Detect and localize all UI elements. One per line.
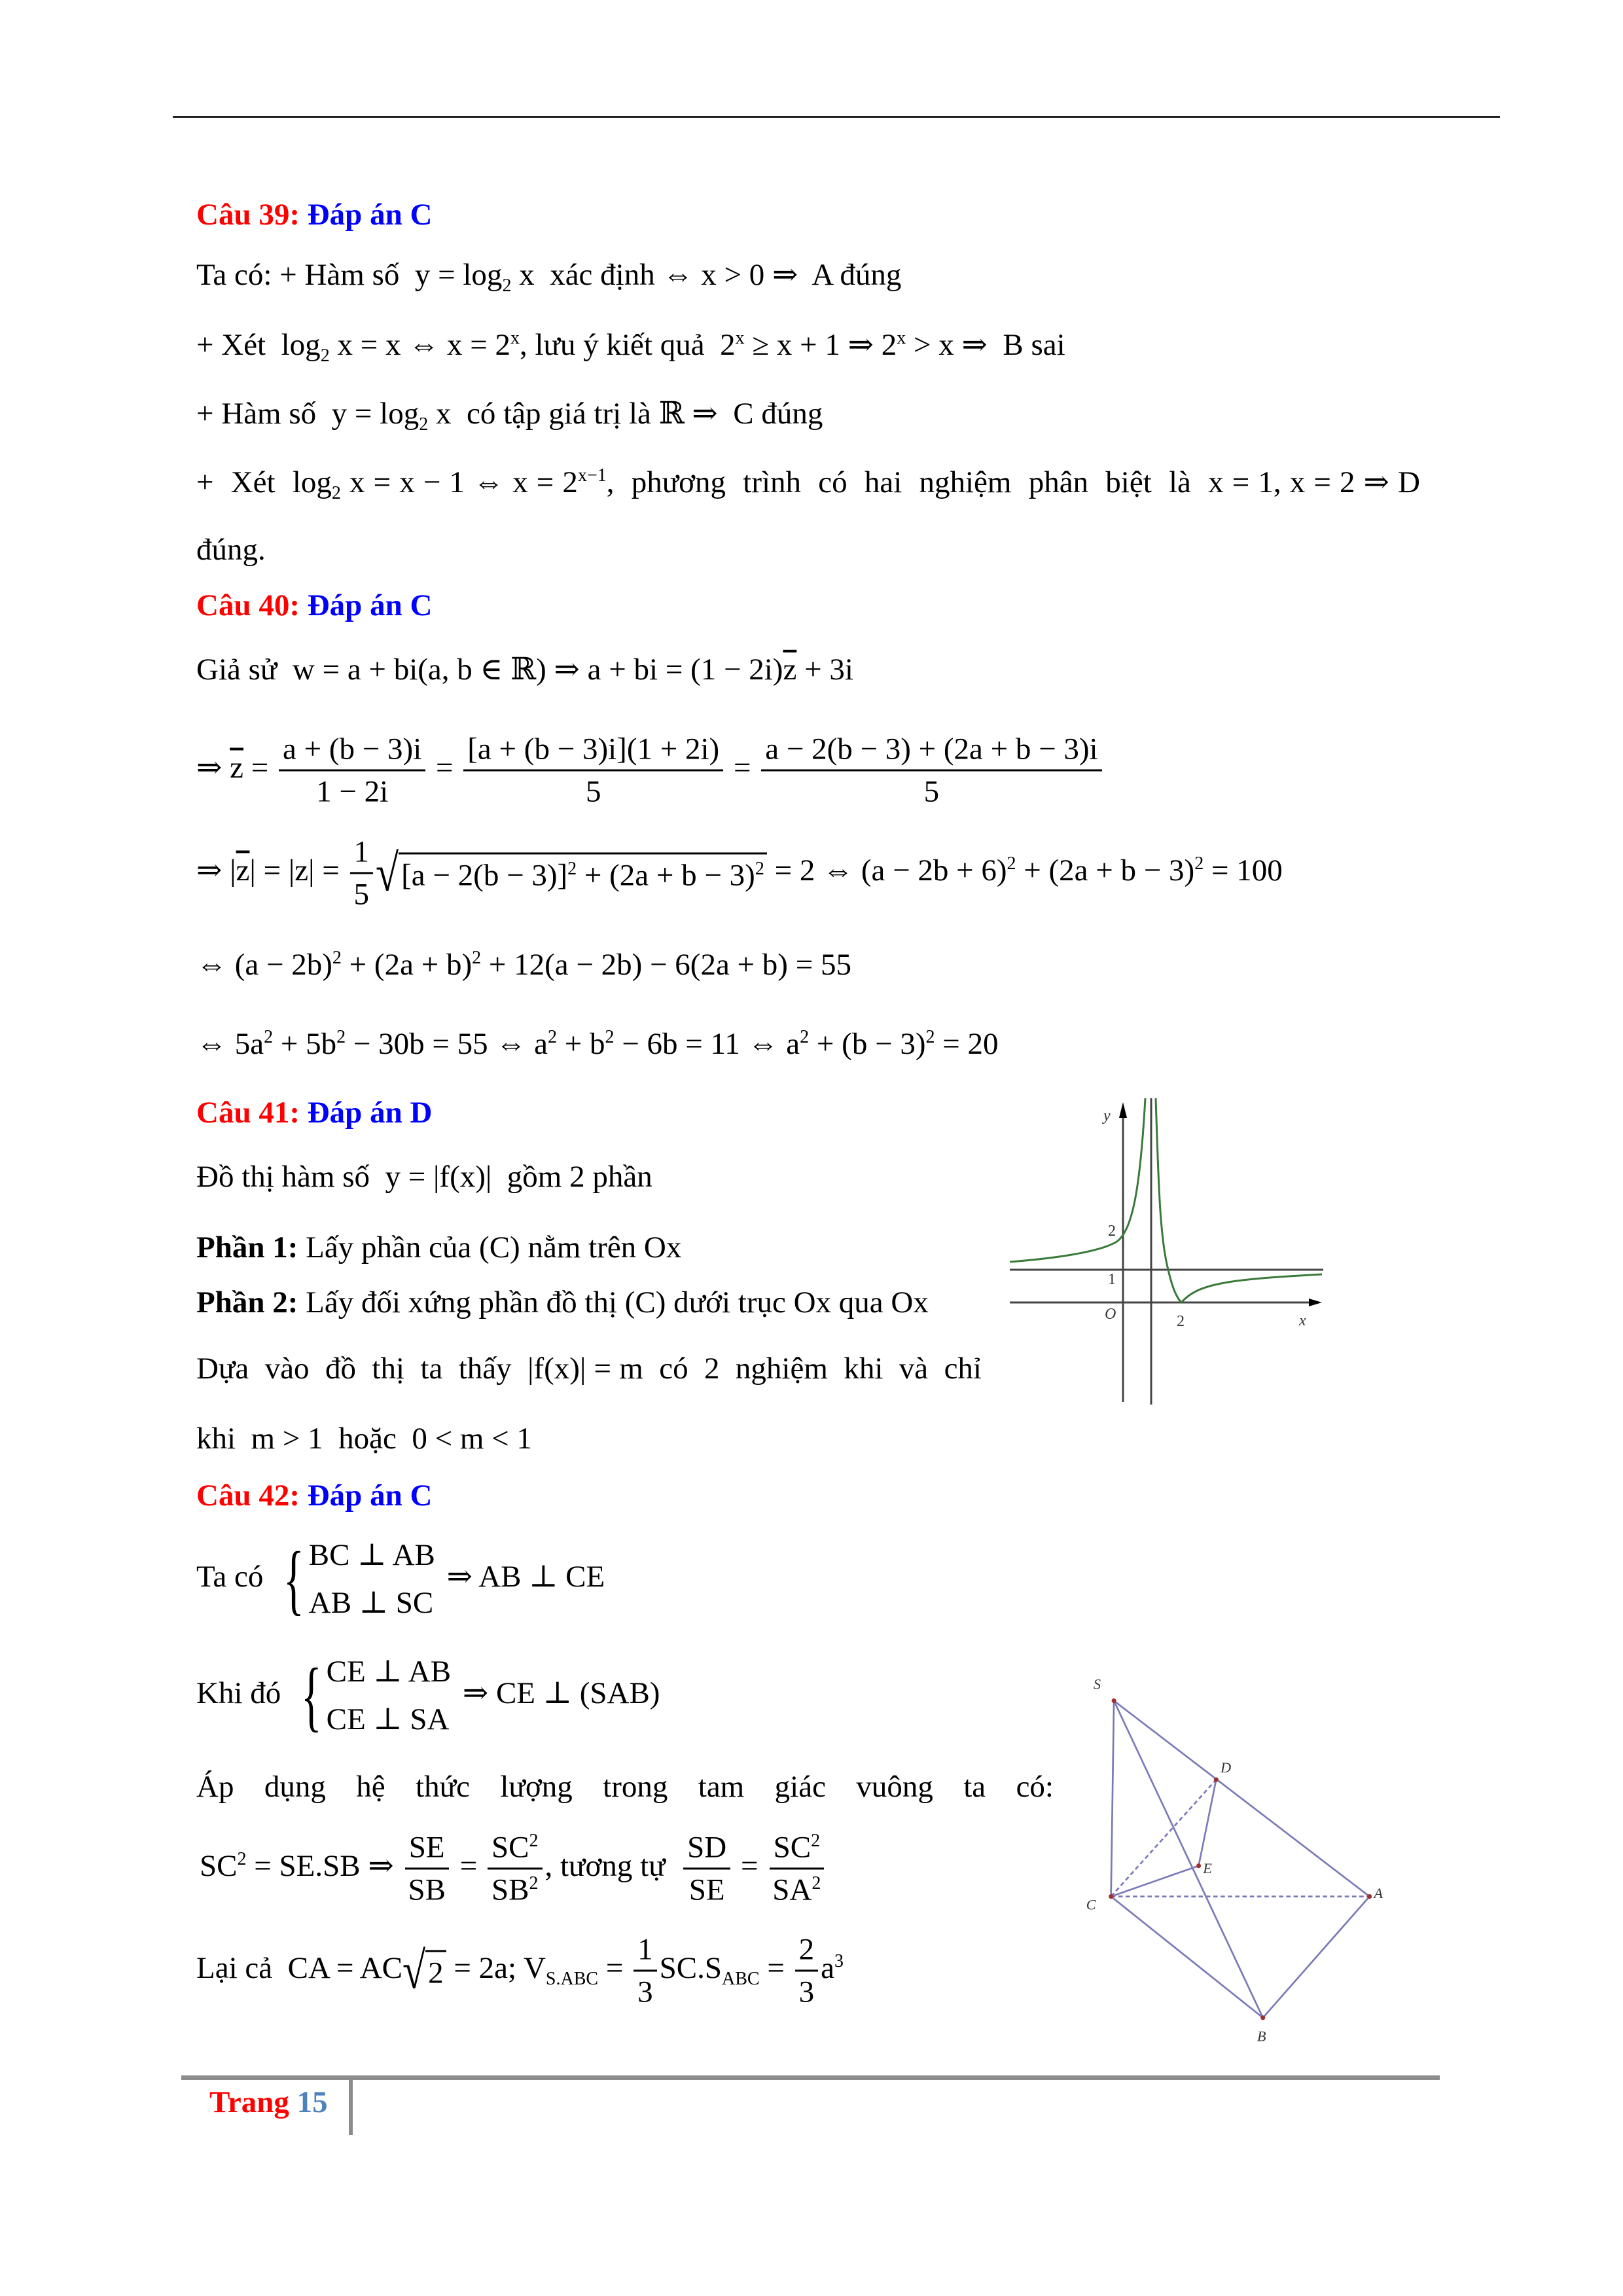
math-text: SC [773,1830,812,1865]
math-text: = [598,1950,632,1985]
q42-line [196,1768,1054,1805]
math-text: = [428,750,461,785]
system-rows [327,1648,451,1744]
math-text: 1 − 2i [316,774,389,809]
system-row: CE ⊥ AB [326,1655,452,1689]
q41-heading [196,1094,432,1131]
edge-sc [1111,1701,1114,1897]
function-graph [1001,1080,1446,1473]
math-text: SC [491,1830,529,1865]
math-text: 5 [923,774,940,809]
fraction [488,1829,543,1907]
question-label: Câu 39: [196,197,300,232]
fraction [404,1829,450,1907]
vertex-label-s: S [1093,1676,1101,1693]
math-text: ⇒ AB ⊥ CE [438,1559,605,1594]
q40-line [196,1026,999,1062]
edge-sa [1114,1701,1370,1897]
math-text: + 3i [796,652,853,687]
fraction [795,1931,819,2009]
math-text: + (b − 3) [809,1026,926,1061]
superscript: 2 [925,1027,935,1048]
conjugate-symbol: $\overline{z}$ [236,853,250,888]
numerator [350,834,374,874]
math-text: = [243,750,277,785]
equation-system [293,1648,451,1744]
subscript: 2 [320,346,330,367]
system-row: BC ⊥ AB [308,1538,435,1573]
math-text: Đồ thị hàm số y = |f(x)| gồm 2 phần [196,1159,652,1194]
math-text: + (2a + b) [341,947,473,982]
math-text: SD [687,1830,727,1865]
x-axis-arrow-icon [1309,1299,1322,1306]
bold-label: Phần 2: [196,1285,298,1319]
numerator [405,1829,449,1869]
segment-ce [1111,1866,1199,1897]
math-text: 3 [637,1975,653,2009]
math-text: = 20 [935,1026,999,1061]
edge-ba [1263,1897,1370,2018]
left-brace-icon: { [283,1535,304,1623]
left-brace-icon: { [300,1652,322,1739]
math-text: + 5b [273,1026,337,1061]
math-text: 5 [353,877,370,912]
math-text: x = x − 1 ⇔ x = 2 [340,465,578,499]
numerator [795,1931,819,1971]
math-text: khi m > 1 hoặc 0 < m < 1 [196,1421,532,1456]
footer-divider [349,2077,353,2135]
question-label: Câu 42: [196,1478,300,1513]
math-text: ⇔ (a − 2b) [196,947,332,982]
y-axis-arrow-icon [1119,1102,1127,1118]
superscript: 2 [336,1027,346,1048]
fraction [683,1829,730,1907]
math-text: | = |z| = [249,853,348,888]
vertex-label-c: C [1086,1896,1096,1913]
fraction [761,731,1101,809]
numerator [683,1829,730,1869]
q41-line [196,1350,982,1387]
numerator [770,1829,825,1869]
edge-cb [1111,1897,1263,2018]
superscript: x [510,328,520,349]
denominator [920,772,944,810]
fraction [350,834,374,912]
math-text: 5 [585,774,601,809]
superscript: 2 [332,948,342,969]
math-text: > x ⇒ B sai [906,327,1065,362]
superscript: 2 [812,1873,821,1893]
fraction [463,731,723,809]
q39-line [196,464,1420,504]
math-text: + (2a + b − 3) [577,858,755,892]
vertex-label-a: A [1374,1884,1383,1901]
q40-line [196,834,1283,912]
q40-line [196,651,853,688]
q39-heading [196,196,432,233]
edge-sb [1114,1701,1263,2018]
math-text: a [821,1950,834,1985]
q39-line [196,257,902,296]
denominator [488,1870,543,1908]
question-label: Câu 41: [196,1095,300,1130]
curve-left-branch [1010,1098,1145,1262]
denominator [404,1870,450,1908]
math-text: Lại cả CA = AC [196,1950,403,1985]
math-text: + b [557,1026,605,1061]
denominator [795,1972,819,2010]
superscript: 2 [605,1027,615,1048]
math-text: , tương tự [544,1848,681,1883]
math-text: Lấy phần của (C) nằm trên Ox [298,1230,682,1265]
math-text: 2 [798,1932,815,1967]
superscript: 2 [1194,853,1204,874]
origin-label: O [1105,1306,1116,1323]
math-text: + Xét log [196,465,332,499]
math-text: SC.S [659,1950,722,1985]
subscript: ABC [721,1969,760,1990]
math-text: Ta có: + Hàm số y = log [196,257,503,292]
answer-label: Đáp án C [307,197,433,232]
equation-system [275,1532,435,1627]
denominator [685,1870,729,1908]
answer-label: Đáp án C [307,1478,433,1513]
page-number: 15 [296,2085,328,2119]
math-text: x có tập giá trị là ℝ ⇒ C đúng [428,396,823,431]
system-row: CE ⊥ SA [326,1702,450,1736]
footer-rule [181,2075,1440,2080]
math-text: SE [408,1830,445,1865]
q42-line [196,1532,605,1627]
pyramid-figure [1082,1667,1403,2062]
system-rows [309,1532,435,1627]
numerator [463,731,723,771]
denominator [768,1870,825,1908]
math-text: + 12(a − 2b) − 6(2a + b) = 55 [481,947,851,982]
question-label: Câu 40: [196,588,300,622]
math-text: Giả sử w = a + bi(a, b ∈ ℝ) ⇒ a + bi = (1 − 2i) [196,652,783,687]
superscript: 2 [237,1849,247,1870]
math-text: − 30b = 55 ⇔ a [346,1026,548,1061]
math-text: SB [491,1873,529,1907]
superscript: 2 [755,858,764,879]
q41-line [196,1420,532,1457]
math-text: + Hàm số y = log [196,396,419,431]
math-text: đúng. [196,532,266,567]
x-axis-label: x [1299,1312,1306,1329]
math-text: 3 [798,1975,815,2009]
subscript: 2 [502,276,512,296]
math-text: + Xét log [196,327,321,362]
q42-line [196,1931,844,2009]
y-axis-label: y [1103,1107,1111,1124]
superscript: 2 [800,1027,810,1048]
q42-heading [196,1477,432,1514]
system-row: AB ⊥ SC [308,1586,434,1620]
curve-right-branch [1156,1098,1181,1302]
segment-de [1199,1780,1217,1866]
superscript: 2 [529,1873,539,1893]
vertex-label-e: E [1203,1859,1212,1876]
q40-heading [196,587,432,624]
square-root [376,844,767,902]
math-text: SE [688,1873,725,1907]
math-text: a + (b − 3)i [283,732,422,766]
conjugate-symbol: $\overline{z}$ [230,750,244,785]
math-text: x xác định ⇔ x > 0 ⇒ A đúng [511,257,902,292]
q40-line [196,946,851,983]
math-text: [a − 2(b − 3)] [401,858,568,892]
math-text: ⇒ CE ⊥ (SAB) [455,1676,660,1710]
math-text: ≥ x + 1 ⇒ 2 [744,327,897,362]
tick-label-x2: 2 [1177,1313,1185,1330]
denominator [633,1972,657,2010]
math-text: [a + (b − 3)i](1 + 2i) [467,732,720,766]
q39-line [196,395,823,435]
superscript: 2 [529,1830,539,1851]
answer-label: Đáp án D [307,1095,433,1130]
math-text: 1 [353,834,370,869]
math-text: Lấy đối xứng phần đồ thị (C) dưới trục Ox qua Ox [298,1285,929,1319]
math-text: = [733,1848,766,1883]
q40-line [196,731,1105,809]
superscript: x [897,328,906,349]
math-text: Ta có [196,1559,272,1594]
denominator [350,874,374,912]
superscript: 3 [834,1951,844,1972]
tick-label-y1: 1 [1108,1271,1116,1288]
subscript: S.ABC [545,1969,599,1990]
bold-label: Phần 1: [196,1230,298,1265]
math-text: SC [200,1848,238,1883]
header-rule [173,116,1500,118]
math-text: a − 2(b − 3) + (2a + b − 3)i [765,732,1098,766]
denominator [582,772,605,810]
q39-line [196,531,266,568]
q42-line [196,1648,660,1744]
numerator [488,1829,543,1869]
math-text: ⇔ 5a [196,1026,264,1061]
fraction [279,731,425,809]
math-text: = [759,1950,793,1985]
superscript: x [735,328,745,349]
math-text: = 2 ⇔ (a − 2b + 6) [766,853,1007,888]
math-text: 2 [428,1956,444,1990]
math-text: Dựa vào đồ thị ta thấy |f(x)| = m có 2 nghiệm khi và chỉ [196,1351,982,1386]
square-root [402,1941,446,2000]
math-text: − 6b = 11 ⇔ a [614,1026,800,1061]
vertex-label-d: D [1221,1759,1232,1776]
subscript: 2 [331,483,341,504]
fraction [633,1931,657,2009]
math-text: = [726,750,759,785]
radical-sign-icon: √ [402,1941,426,2000]
math-text: Áp dụng hệ thức lượng trong tam giác vuông ta có: [196,1769,1054,1804]
superscript: x−1 [577,465,607,486]
numerator [761,731,1101,771]
q41-line [196,1229,681,1266]
fraction [768,1829,825,1907]
math-text: ⇒ [196,750,230,785]
page-label: Trang [209,2085,289,2119]
q41-line [196,1158,652,1195]
math-text: = [452,1848,485,1883]
math-text: ⇒ | [196,853,236,888]
superscript: 2 [567,858,577,879]
math-text: SA [772,1873,812,1907]
math-text: SB [408,1873,446,1907]
page-footer [209,2085,328,2120]
superscript: 2 [811,1830,821,1851]
denominator [312,772,392,810]
subscript: 2 [419,414,429,435]
math-text: = SE.SB ⇒ [246,1848,402,1883]
math-text: , lưu ý kiết quả 2 [519,327,736,362]
q41-line [196,1284,929,1321]
answer-label: Đáp án C [307,588,433,622]
numerator [633,1931,657,1971]
radicand [425,1950,446,1992]
numerator [279,731,425,771]
math-text: 1 [637,1932,653,1967]
q42-line [200,1829,827,1907]
curve-reflected-branch [1181,1274,1322,1302]
radical-sign-icon: √ [376,844,399,902]
q39-line [196,327,1065,367]
math-text: Khi đó [196,1676,289,1710]
math-text: , phương trình có hai nghiệm phân biệt là x = 1, x = 2 ⇒ D [606,465,1420,499]
math-text: x = x ⇔ x = 2 [329,327,510,362]
math-text: + (2a + b − 3) [1016,853,1195,888]
math-text: = 2a; V [446,1950,546,1985]
math-text: = 100 [1204,853,1283,888]
superscript: 2 [1007,853,1016,874]
superscript: 2 [548,1027,558,1048]
vertex-label-b: B [1257,2028,1266,2045]
tick-label-y2: 2 [1108,1223,1116,1240]
superscript: 2 [264,1027,274,1048]
superscript: 2 [472,948,482,969]
conjugate-symbol: $\overline{z}$ [783,652,797,687]
radicand [399,852,767,894]
